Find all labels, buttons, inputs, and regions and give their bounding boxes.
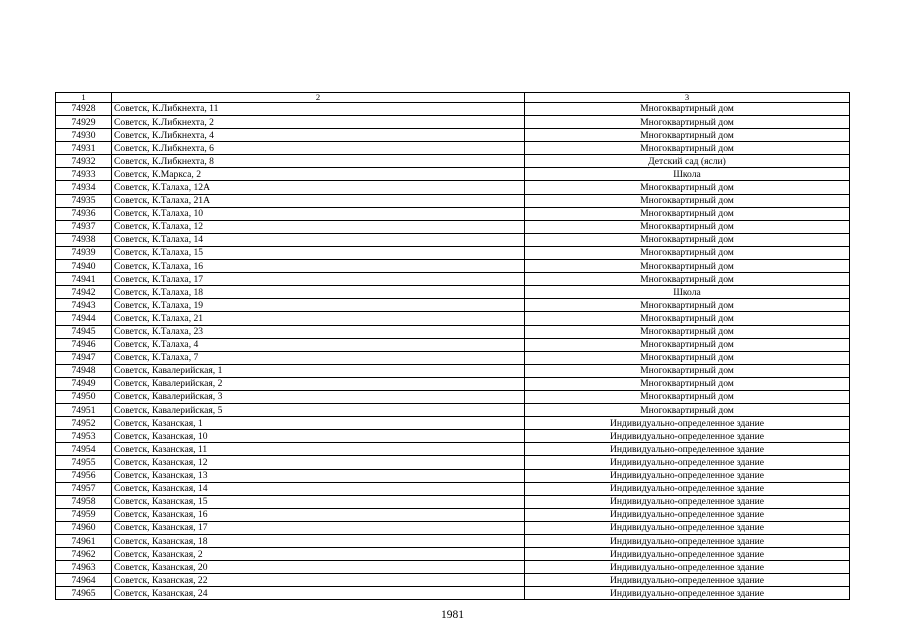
table-row xyxy=(56,587,850,600)
cell-address: Советск, Казанская, 15 xyxy=(112,495,525,508)
cell-address: Советск, К.Талаха, 17 xyxy=(112,273,525,286)
cell-address: Советск, К.Талаха, 12А xyxy=(112,181,525,194)
cell-type: Многоквартирный дом xyxy=(525,325,850,338)
cell-address: Советск, К.Талаха, 21 xyxy=(112,312,525,325)
table-row xyxy=(56,377,850,390)
cell-id: 74962 xyxy=(56,548,112,561)
cell-address: Советск, К.Либкнехта, 2 xyxy=(112,116,525,129)
cell-type: Индивидуально-определенное здание xyxy=(525,482,850,495)
cell-id: 74929 xyxy=(56,116,112,129)
cell-address: Советск, К.Талаха, 7 xyxy=(112,351,525,364)
cell-address: Советск, К.Талаха, 4 xyxy=(112,338,525,351)
cell-address: Советск, Казанская, 1 xyxy=(112,417,525,430)
cell-type: Многоквартирный дом xyxy=(525,312,850,325)
cell-type: Многоквартирный дом xyxy=(525,207,850,220)
cell-type: Многоквартирный дом xyxy=(525,129,850,142)
cell-id: 74933 xyxy=(56,168,112,181)
table-row xyxy=(56,116,850,129)
cell-address: Советск, Казанская, 14 xyxy=(112,482,525,495)
cell-type: Многоквартирный дом xyxy=(525,260,850,273)
cell-type: Индивидуально-определенное здание xyxy=(525,430,850,443)
cell-type: Индивидуально-определенное здание xyxy=(525,443,850,456)
table-row xyxy=(56,207,850,220)
cell-address: Советск, Кавалерийская, 5 xyxy=(112,404,525,417)
table-row xyxy=(56,246,850,259)
cell-id: 74945 xyxy=(56,325,112,338)
cell-type: Индивидуально-определенное здание xyxy=(525,508,850,521)
cell-address: Советск, К.Либкнехта, 4 xyxy=(112,129,525,142)
table-row xyxy=(56,548,850,561)
cell-id: 74934 xyxy=(56,181,112,194)
table-row xyxy=(56,286,850,299)
cell-id: 74943 xyxy=(56,299,112,312)
cell-type: Многоквартирный дом xyxy=(525,364,850,377)
cell-id: 74954 xyxy=(56,443,112,456)
cell-address: Советск, К.Либкнехта, 6 xyxy=(112,142,525,155)
cell-id: 74950 xyxy=(56,390,112,403)
cell-type: Многоквартирный дом xyxy=(525,246,850,259)
cell-address: Советск, К.Талаха, 16 xyxy=(112,260,525,273)
cell-address: Советск, Казанская, 18 xyxy=(112,535,525,548)
table-row xyxy=(56,443,850,456)
cell-id: 74949 xyxy=(56,377,112,390)
cell-address: Советск, Казанская, 16 xyxy=(112,508,525,521)
table-row xyxy=(56,456,850,469)
cell-type: Многоквартирный дом xyxy=(525,142,850,155)
table-row xyxy=(56,364,850,377)
cell-type: Индивидуально-определенное здание xyxy=(525,495,850,508)
table-row xyxy=(56,482,850,495)
cell-type: Многоквартирный дом xyxy=(525,220,850,233)
table-row xyxy=(56,430,850,443)
cell-address: Советск, К.Либкнехта, 11 xyxy=(112,102,525,115)
table-row xyxy=(56,233,850,246)
table-row xyxy=(56,495,850,508)
cell-address: Советск, К.Талаха, 18 xyxy=(112,286,525,299)
cell-id: 74953 xyxy=(56,430,112,443)
cell-address: Советск, К.Талаха, 14 xyxy=(112,233,525,246)
table-row xyxy=(56,142,850,155)
table-row xyxy=(56,194,850,207)
cell-address: Советск, Казанская, 2 xyxy=(112,548,525,561)
cell-address: Советск, Казанская, 24 xyxy=(112,587,525,600)
cell-type: Индивидуально-определенное здание xyxy=(525,574,850,587)
cell-type: Индивидуально-определенное здание xyxy=(525,469,850,482)
table-row xyxy=(56,417,850,430)
table-row xyxy=(56,508,850,521)
cell-id: 74940 xyxy=(56,260,112,273)
cell-type: Индивидуально-определенное здание xyxy=(525,548,850,561)
cell-id: 74932 xyxy=(56,155,112,168)
cell-type: Детский сад (ясли) xyxy=(525,155,850,168)
table-row xyxy=(56,312,850,325)
table-row xyxy=(56,469,850,482)
cell-type: Многоквартирный дом xyxy=(525,102,850,115)
cell-id: 74947 xyxy=(56,351,112,364)
cell-id: 74957 xyxy=(56,482,112,495)
table-row xyxy=(56,351,850,364)
cell-type: Индивидуально-определенное здание xyxy=(525,561,850,574)
cell-address: Советск, К.Маркса, 2 xyxy=(112,168,525,181)
column-number-2: 2 xyxy=(112,93,525,103)
table-row xyxy=(56,220,850,233)
cell-id: 74959 xyxy=(56,508,112,521)
cell-id: 74963 xyxy=(56,561,112,574)
cell-type: Многоквартирный дом xyxy=(525,116,850,129)
cell-id: 74965 xyxy=(56,587,112,600)
cell-type: Индивидуально-определенное здание xyxy=(525,521,850,534)
cell-id: 74935 xyxy=(56,194,112,207)
table-row xyxy=(56,561,850,574)
table-row xyxy=(56,338,850,351)
cell-type: Многоквартирный дом xyxy=(525,273,850,286)
table-row xyxy=(56,299,850,312)
cell-id: 74936 xyxy=(56,207,112,220)
table-row xyxy=(56,102,850,115)
cell-type: Школа xyxy=(525,168,850,181)
cell-address: Советск, Казанская, 17 xyxy=(112,521,525,534)
cell-type: Индивидуально-определенное здание xyxy=(525,456,850,469)
table-row xyxy=(56,273,850,286)
cell-id: 74930 xyxy=(56,129,112,142)
cell-type: Многоквартирный дом xyxy=(525,377,850,390)
cell-address: Советск, К.Талаха, 15 xyxy=(112,246,525,259)
document-sheet xyxy=(55,92,849,600)
cell-address: Советск, Казанская, 11 xyxy=(112,443,525,456)
cell-id: 74961 xyxy=(56,535,112,548)
cell-type: Индивидуально-определенное здание xyxy=(525,535,850,548)
cell-id: 74958 xyxy=(56,495,112,508)
cell-id: 74941 xyxy=(56,273,112,286)
cell-address: Советск, Казанская, 12 xyxy=(112,456,525,469)
table-row xyxy=(56,521,850,534)
cell-type: Многоквартирный дом xyxy=(525,390,850,403)
cell-address: Советск, К.Талаха, 10 xyxy=(112,207,525,220)
cell-address: Советск, Казанская, 20 xyxy=(112,561,525,574)
cell-id: 74939 xyxy=(56,246,112,259)
cell-id: 74951 xyxy=(56,404,112,417)
cell-id: 74955 xyxy=(56,456,112,469)
cell-id: 74948 xyxy=(56,364,112,377)
table-row xyxy=(56,404,850,417)
cell-id: 74942 xyxy=(56,286,112,299)
cell-id: 74960 xyxy=(56,521,112,534)
column-number-3: 3 xyxy=(525,93,850,103)
table-row xyxy=(56,260,850,273)
cell-address: Советск, К.Талаха, 12 xyxy=(112,220,525,233)
column-number-1: 1 xyxy=(56,93,112,103)
column-number-row xyxy=(56,93,850,103)
table-row xyxy=(56,325,850,338)
cell-id: 74938 xyxy=(56,233,112,246)
table-row xyxy=(56,129,850,142)
table-row xyxy=(56,574,850,587)
cell-type: Многоквартирный дом xyxy=(525,233,850,246)
cell-id: 74928 xyxy=(56,102,112,115)
cell-id: 74931 xyxy=(56,142,112,155)
cell-type: Многоквартирный дом xyxy=(525,299,850,312)
table-row xyxy=(56,535,850,548)
cell-address: Советск, К.Талаха, 21А xyxy=(112,194,525,207)
table-row xyxy=(56,155,850,168)
cell-address: Советск, Кавалерийская, 2 xyxy=(112,377,525,390)
cell-type: Индивидуально-определенное здание xyxy=(525,417,850,430)
cell-address: Советск, К.Талаха, 19 xyxy=(112,299,525,312)
register-table-body xyxy=(56,93,850,600)
table-row xyxy=(56,390,850,403)
cell-address: Советск, К.Либкнехта, 8 xyxy=(112,155,525,168)
cell-address: Советск, Кавалерийская, 3 xyxy=(112,390,525,403)
cell-address: Советск, Кавалерийская, 1 xyxy=(112,364,525,377)
cell-type: Школа xyxy=(525,286,850,299)
cell-type: Многоквартирный дом xyxy=(525,194,850,207)
page-number: 1981 xyxy=(441,609,464,621)
cell-id: 74952 xyxy=(56,417,112,430)
table-row xyxy=(56,181,850,194)
cell-address: Советск, Казанская, 22 xyxy=(112,574,525,587)
cell-id: 74937 xyxy=(56,220,112,233)
cell-id: 74956 xyxy=(56,469,112,482)
table-row xyxy=(56,168,850,181)
cell-id: 74944 xyxy=(56,312,112,325)
register-table xyxy=(55,92,850,600)
cell-type: Индивидуально-определенное здание xyxy=(525,587,850,600)
cell-address: Советск, Казанская, 13 xyxy=(112,469,525,482)
cell-address: Советск, К.Талаха, 23 xyxy=(112,325,525,338)
cell-id: 74946 xyxy=(56,338,112,351)
cell-address: Советск, Казанская, 10 xyxy=(112,430,525,443)
cell-type: Многоквартирный дом xyxy=(525,404,850,417)
cell-id: 74964 xyxy=(56,574,112,587)
cell-type: Многоквартирный дом xyxy=(525,338,850,351)
cell-type: Многоквартирный дом xyxy=(525,181,850,194)
cell-type: Многоквартирный дом xyxy=(525,351,850,364)
